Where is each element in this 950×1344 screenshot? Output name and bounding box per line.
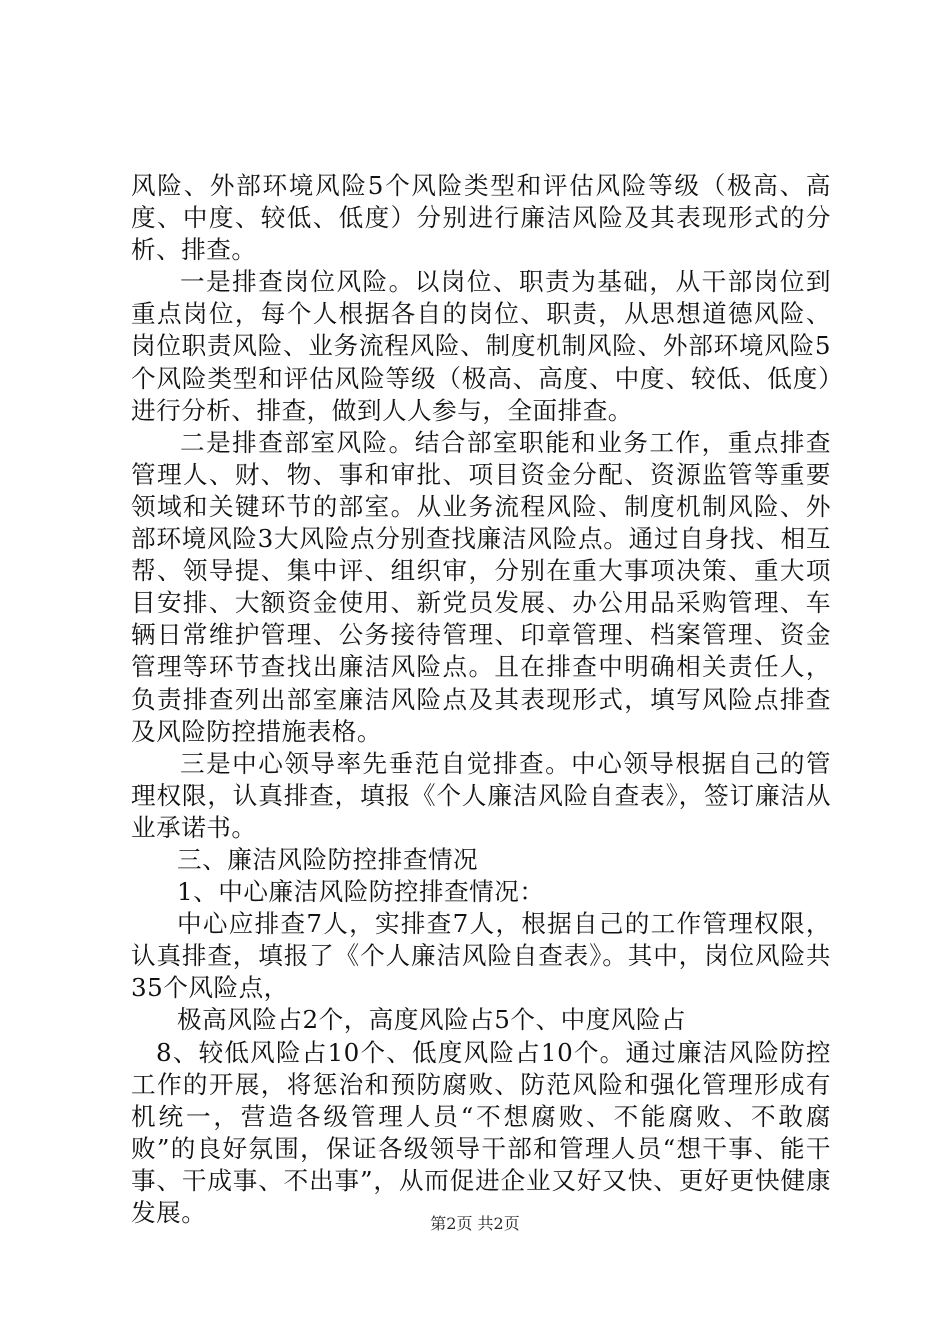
document-body [131,170,831,1229]
section-heading-3: 三、廉洁风险防控排查情况 [177,844,479,874]
paragraph-risk-levels: 极高风险占2个，高度风险占5个、中度风险占 [177,1005,687,1035]
paragraph-continuation: 风险、外部环境风险5个风险类型和评估风险等级（极高、高度、中度、较低、低度）分别进行廉洁风险及其表现形式的分析、排查。 [131,171,831,265]
paragraph-post-risk: 一是排查岗位风险。以岗位、职责为基础，从干部岗位到重点岗位，每个人根据各自的岗位、职责，从思想道德风险、岗位职责风险、业务流程风险、制度机制风险、外部环境风险5个风险类型和评估风险等级（极高、高度、中度、较低、低度）进行分析、排查，做到人人参与，全面排查。 [131,267,831,425]
paragraph-dept-risk: 二是排查部室风险。结合部室职能和业务工作，重点排查管理人、财、物、事和审批、项目资金分配、资源监管等重要领域和关键环节的部室。从业务流程风险、制度机制风险、外部环境风险3大风险点分别查找廉洁风险点。通过自身找、相互帮、领导提、集中评、组织审，分别在重大事项决策、重大项目安排、大额资金使用、新党员发展、办公用品采购管理、车辆日常维护管理、公务接待管理、印章管理、档案管理、资金管理等环节查找出廉洁风险点。且在排查中明确相关责任人，负责排查列出部室廉洁风险点及其表现形式，填写风险点排查及风险防控措施表格。 [131,427,831,746]
paragraph-center-check: 中心应排查7人，实排查7人，根据自己的工作管理权限，认真排查，填报了《个人廉洁风险自查表》。其中，岗位风险共35个风险点， [131,909,831,1003]
page-footer: 第2页 共2页 [430,1214,520,1233]
subsection-heading-1: 1、中心廉洁风险防控排查情况： [177,877,545,907]
paragraph-leader-check: 三是中心领导率先垂范自觉排查。中心领导根据自己的管理权限，认真排查，填报《个人廉洁风险自查表》，签订廉洁从业承诺书。 [131,748,831,842]
paragraph-conclusion: 8、较低风险占10个、低度风险占10个。通过廉洁风险防控工作的开展，将惩治和预防腐败、防范风险和强化管理形成有机统一，营造各级管理人员“不想腐败、不能腐败、不敢腐败”的良好氛围，保证各级领导干部和管理人员“想干事、能干事、干成事、不出事”，从而促进企业又好又快、更好更快健康发展。 [131,1037,831,1227]
